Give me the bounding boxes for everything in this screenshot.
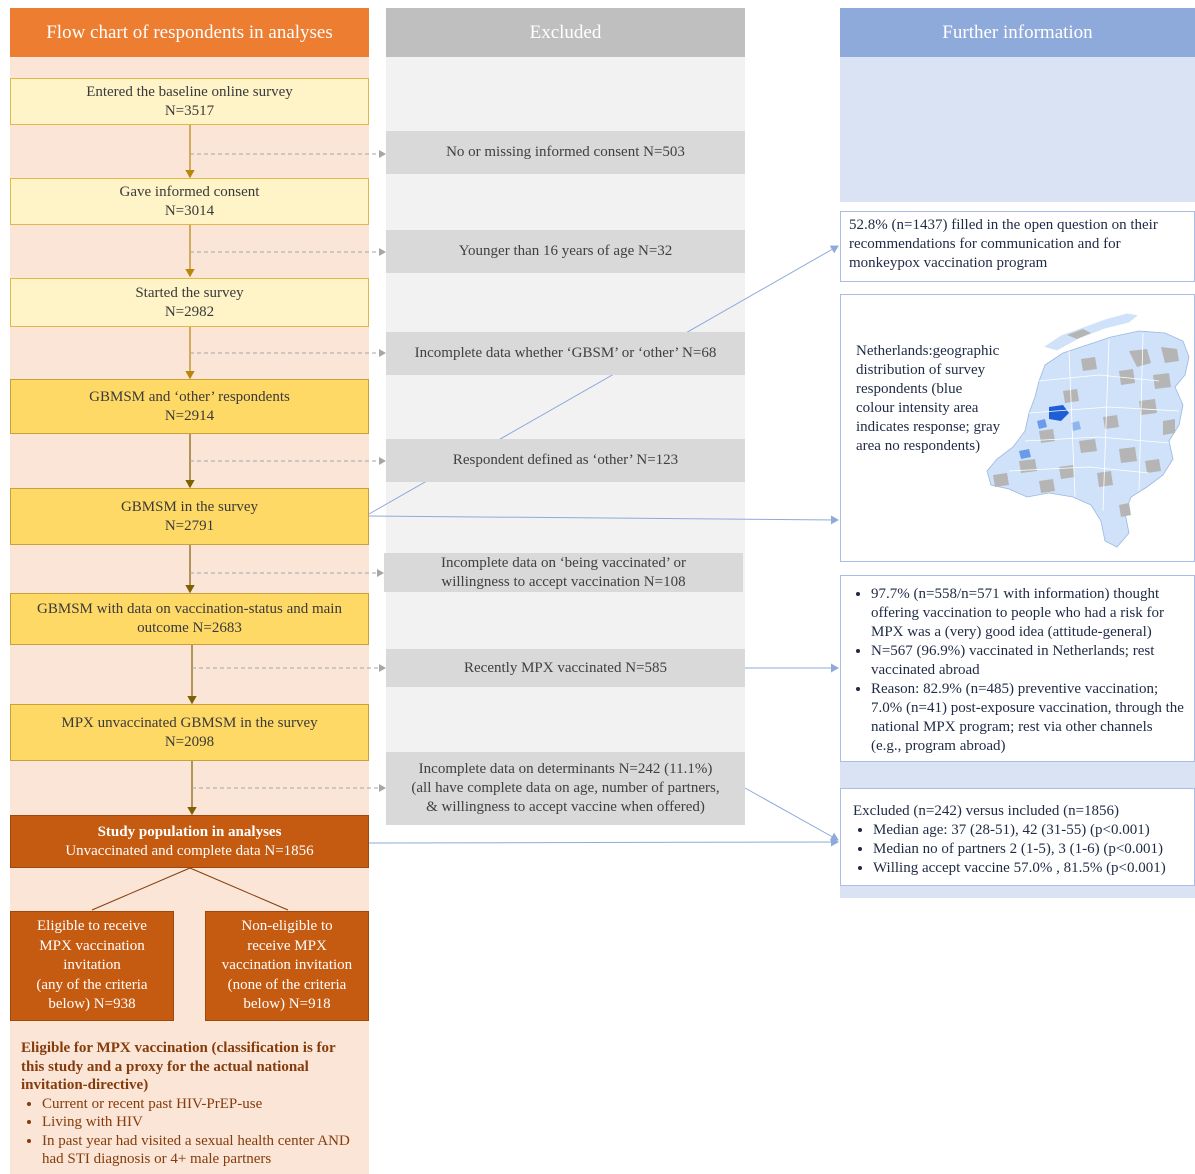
info-open-question	[840, 211, 1195, 282]
info-open-question-text: 52.8% (n=1437) filled in the open question on their recommendations for communication and for monkeypox vaccination program	[849, 217, 1158, 271]
flow-box-unvaccinated-label: MPX unvaccinated GBMSM in the survey	[61, 714, 318, 731]
excluded-box-text: willingness to accept vaccination N=108	[441, 573, 686, 590]
eligible-line: Eligible to receive	[37, 918, 147, 935]
flow-box-vaccination-status	[10, 593, 369, 645]
flow-box-consent-label: Gave informed consent	[119, 183, 260, 200]
flow-box-study-population	[10, 815, 369, 868]
excluded-box-text: Recently MPX vaccinated N=585	[464, 659, 667, 676]
excluded-box-age	[386, 230, 745, 273]
flow-box-gbmsm-label: GBMSM in the survey	[120, 498, 259, 515]
eligible-line: (any of the criteria	[36, 976, 148, 993]
flow-box-consent-count: N=3014	[164, 202, 215, 219]
flow-box-gbmsm-other-count: N=2914	[164, 407, 215, 424]
flow-box-started-count: N=2982	[164, 303, 215, 320]
flow-box-vaccination-status-count: outcome N=2683	[137, 620, 242, 636]
excluded-box-vaccinated-data	[384, 553, 743, 592]
study-population-subtitle: Unvaccinated and complete data N=1856	[65, 842, 314, 859]
excluded-box-text: Incomplete data whether ‘GBSM’ or ‘other’ N=68	[414, 345, 717, 361]
flow-box-entered	[10, 78, 369, 125]
info-vaccinated-item: • Reason: 82.9% (n=485) preventive vaccination; 7.0% (n=41) post-exposure vaccination, through the national MPX program; rest via other channels (e.g., program abroad)	[871, 680, 1186, 756]
flow-box-vaccination-status-label: GBMSM with data on vaccination-status and main	[37, 601, 342, 617]
eligible-line: MPX vaccination	[39, 937, 145, 954]
eligible-line: below) N=938	[48, 996, 136, 1013]
excluded-box-recently-vaccinated	[386, 649, 745, 687]
non-eligible-line: receive MPX	[247, 937, 327, 954]
flow-box-started-label: Started the survey	[135, 284, 244, 301]
excluded-box-determinants	[386, 752, 745, 825]
criteria-item: • In past year had visited a sexual health center AND had STI diagnosis or 4+ male partners	[42, 1132, 361, 1169]
info-comparison-item: • Median age: 37 (28-51), 42 (31-55) (p<0.001)	[873, 821, 1182, 840]
flow-box-gbmsm-other-label: GBMSM and ‘other’ respondents	[89, 388, 290, 405]
map-caption-line: indicates response; gray	[856, 419, 1001, 435]
flow-box-entered-count: N=3517	[164, 102, 215, 119]
non-eligible-line: Non-eligible to	[241, 918, 333, 935]
criteria-item: • Current or recent past HIV-PrEP-use	[42, 1095, 361, 1114]
non-eligible-box	[205, 911, 369, 1021]
excluded-box-other	[386, 439, 745, 482]
criteria-item: • Living with HIV	[42, 1113, 361, 1132]
study-population-title: Study population in analyses	[97, 823, 282, 840]
map-caption-line: distribution of survey	[856, 362, 986, 378]
excluded-box-text: Respondent defined as ‘other’ N=123	[452, 452, 679, 468]
info-comparison-list	[853, 821, 1182, 878]
eligible-line: invitation	[63, 957, 121, 974]
map-caption-line: area no respondents)	[856, 438, 981, 454]
info-comparison-item: • Median no of partners 2 (1-5), 3 (1-6) (p<0.001)	[873, 840, 1182, 859]
info-comparison	[840, 788, 1195, 886]
flow-header: Flow chart of respondents in analyses	[10, 8, 369, 57]
info-vaccinated	[840, 575, 1195, 762]
eligible-box	[10, 911, 174, 1021]
non-eligible-line: (none of the criteria	[227, 976, 347, 993]
info-comparison-title: Excluded (n=242) versus included (n=1856)	[853, 803, 1120, 819]
eligibility-criteria-list	[21, 1095, 361, 1169]
flow-box-gbmsm-count: N=2791	[164, 517, 215, 534]
info-vaccinated-item: • 97.7% (n=558/n=571 with information) thought offering vaccination to people who had a risk for MPX was a (very) good idea (attitude-general)	[871, 585, 1186, 642]
flow-box-consent	[10, 178, 369, 225]
excluded-box-gbsm-other	[386, 332, 745, 375]
excluded-box-text: Incomplete data on determinants N=242 (11.1%)	[418, 761, 713, 777]
flow-box-gbmsm-other	[10, 379, 369, 434]
info-comparison-item: • Willing accept vaccine 57.0% , 81.5% (p<0.001)	[873, 859, 1182, 878]
excluded-box-text: Incomplete data on ‘being vaccinated’ or	[440, 554, 687, 571]
non-eligible-line: vaccination invitation	[221, 957, 353, 974]
excluded-box-consent	[386, 131, 745, 174]
netherlands-map	[979, 301, 1194, 559]
flow-box-unvaccinated-count: N=2098	[164, 733, 215, 750]
info-header: Further information	[840, 8, 1195, 57]
info-map-box	[840, 294, 1195, 562]
flow-box-started	[10, 278, 369, 327]
excluded-box-text: (all have complete data on age, number of partners,	[411, 780, 720, 796]
non-eligible-line: below) N=918	[243, 996, 331, 1013]
map-caption-line: Netherlands:geographic	[856, 343, 1000, 359]
info-vaccinated-list	[849, 585, 1186, 756]
flow-box-gbmsm	[10, 488, 369, 545]
flow-box-entered-label: Entered the baseline online survey	[86, 83, 293, 100]
info-vaccinated-item: • N=567 (96.9%) vaccinated in Netherlands; rest vaccinated abroad	[871, 642, 1186, 680]
excluded-header: Excluded	[386, 8, 745, 57]
map-caption-line: colour intensity area	[856, 400, 979, 416]
excluded-box-text: & willingness to accept vaccine when offered)	[426, 799, 705, 815]
eligibility-criteria	[21, 1039, 361, 1169]
flow-box-unvaccinated	[10, 704, 369, 761]
excluded-box-text: Younger than 16 years of age N=32	[458, 243, 673, 259]
eligibility-criteria-title: Eligible for MPX vaccination (classification is for this study and a proxy for the actual national invitation-directive)	[21, 1040, 336, 1093]
excluded-box-text: No or missing informed consent N=503	[446, 144, 685, 160]
map-caption-line: respondents (blue	[856, 381, 963, 397]
